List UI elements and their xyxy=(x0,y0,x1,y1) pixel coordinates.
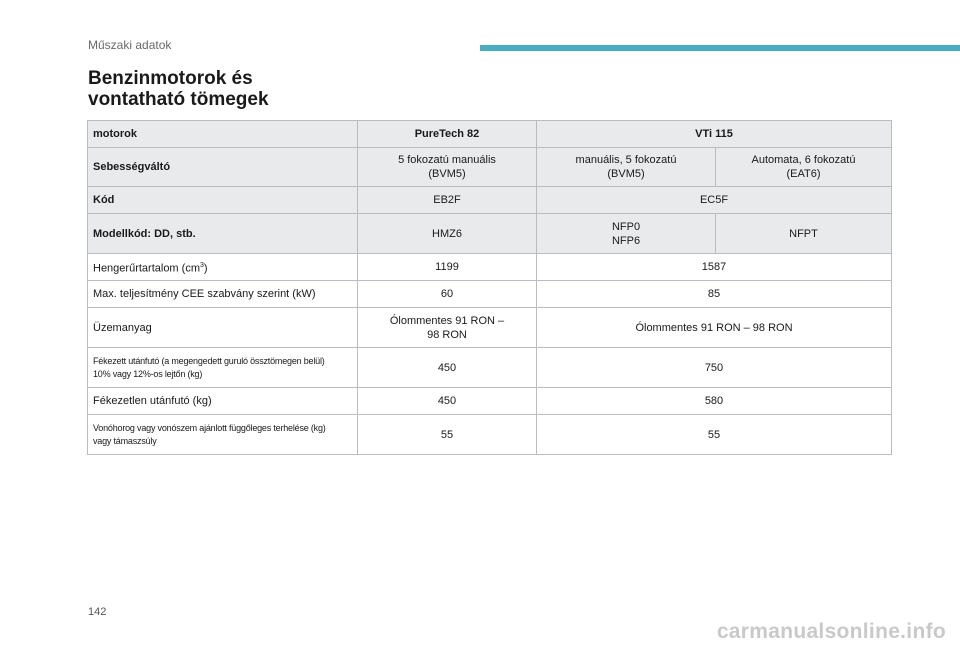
cell-gearbox-2 xyxy=(537,148,716,187)
page-title-line-2: vontatható tömegek xyxy=(88,89,269,110)
gearbox-1-line-1: 5 fokozatú manuális xyxy=(398,154,496,166)
table-row-model-code xyxy=(88,214,892,254)
specification-table xyxy=(87,120,892,455)
cell-hitch-2: 55 xyxy=(537,415,892,455)
table-row-power xyxy=(88,281,892,308)
table-row-hitch-load xyxy=(88,415,892,455)
fuel-1-line-2: 98 RON xyxy=(427,328,467,341)
cell-code-2: EC5F xyxy=(537,187,892,214)
gearbox-1-line-2: (BVM5) xyxy=(428,168,466,180)
fuel-1-line-1: Ólommentes 91 RON – xyxy=(389,314,505,327)
table-row-gearbox xyxy=(88,148,892,187)
page-number: 142 xyxy=(88,606,107,618)
table-row-code xyxy=(88,187,892,214)
table-row-engines xyxy=(88,121,892,148)
displacement-label-close: ) xyxy=(203,262,208,275)
gearbox-2-line-1: manuális, 5 fokozatú xyxy=(575,154,677,166)
cell-unbraked-2: 580 xyxy=(537,388,892,415)
cell-braked-1: 450 xyxy=(358,348,537,388)
displacement-label-text: Hengerűrtartalom (cm xyxy=(93,262,200,275)
cell-displacement-2: 1587 xyxy=(537,254,892,281)
hitch-label-line-2: vagy támaszsúly xyxy=(93,435,157,446)
section-label: Műszaki adatok xyxy=(88,38,172,52)
table-row-braked-trailer xyxy=(88,348,892,388)
page-title xyxy=(88,68,388,110)
cell-gearbox-1 xyxy=(358,148,537,187)
gearbox-2-line-2: (BVM5) xyxy=(607,168,645,180)
braked-label-line-1: Fékezett utánfutó (a megengedett guruló össztömegen belül) xyxy=(93,355,325,366)
table-row-displacement xyxy=(88,254,892,281)
cell-displacement-1: 1199 xyxy=(358,254,537,281)
watermark: carmanualsonline.info xyxy=(716,620,946,643)
cell-braked-label xyxy=(88,348,358,388)
gearbox-3-line-2: (EAT6) xyxy=(786,168,821,180)
model-2-line-2: NFP6 xyxy=(611,234,641,247)
cell-gearbox-label: Sebességváltó xyxy=(88,148,358,187)
cell-fuel-1 xyxy=(358,308,537,348)
hitch-label-line-1: Vonóhorog vagy vonószem ajánlott függőleges terhelése (kg) xyxy=(93,422,326,433)
cell-fuel-2: Ólommentes 91 RON – 98 RON xyxy=(537,308,892,348)
braked-label-line-2: 10% vagy 12%-os lejtőn (kg) xyxy=(93,368,203,379)
cell-engine-vti: VTi 115 xyxy=(537,121,892,148)
cell-gearbox-3 xyxy=(716,148,892,187)
cell-power-2: 85 xyxy=(537,281,892,308)
cell-model-label: Modellkód: DD, stb. xyxy=(88,214,358,254)
cell-model-2 xyxy=(537,214,716,254)
table-row-unbraked-trailer xyxy=(88,388,892,415)
cell-code-label: Kód xyxy=(88,187,358,214)
page-title-line-1: Benzinmotorok és xyxy=(88,68,253,89)
cell-motorok-label: motorok xyxy=(88,121,358,148)
header-accent-bar xyxy=(480,45,960,51)
table-row-fuel xyxy=(88,308,892,348)
cell-unbraked-1: 450 xyxy=(358,388,537,415)
gearbox-3-line-1: Automata, 6 fokozatú xyxy=(751,154,856,166)
cell-unbraked-label: Fékezetlen utánfutó (kg) xyxy=(88,388,358,415)
cell-hitch-1: 55 xyxy=(358,415,537,455)
cell-power-label: Max. teljesítmény CEE szabvány szerint (kW) xyxy=(88,281,358,308)
cell-power-1: 60 xyxy=(358,281,537,308)
displacement-label-sup: 3 xyxy=(199,261,204,269)
cell-model-1: HMZ6 xyxy=(358,214,537,254)
model-2-line-1: NFP0 xyxy=(611,220,641,233)
cell-code-1: EB2F xyxy=(358,187,537,214)
cell-engine-puretech: PureTech 82 xyxy=(358,121,537,148)
cell-model-3: NFPT xyxy=(716,214,892,254)
cell-hitch-label xyxy=(88,415,358,455)
cell-braked-2: 750 xyxy=(537,348,892,388)
cell-fuel-label: Üzemanyag xyxy=(88,308,358,348)
cell-displacement-label xyxy=(88,254,358,281)
